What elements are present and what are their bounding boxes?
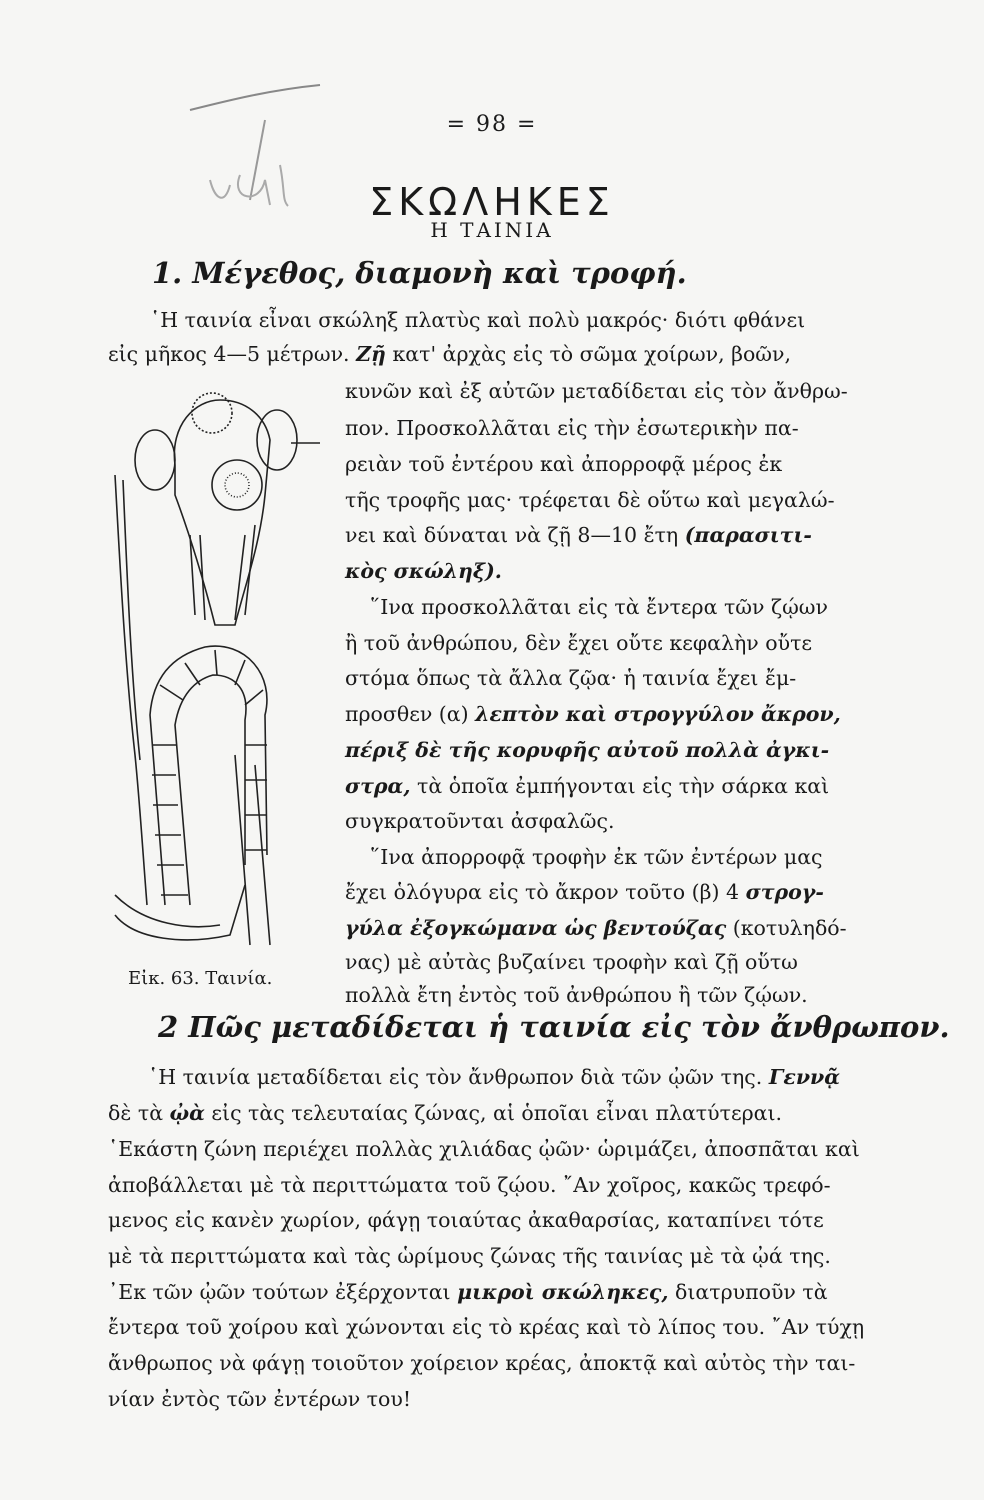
chapter-subtitle: Η ΤΑΙΝΙΑ: [430, 218, 554, 242]
text-line: νίαν ἐντὸς τῶν ἐντέρων του!: [108, 1387, 412, 1411]
text-line: κὸς σκώληξ).: [345, 559, 502, 583]
text-line: δὲ τὰ ᾠὰ εἰς τὰς τελευταίας ζώνας, αἱ ὁποῖαι εἶναι πλατύτεραι.: [108, 1101, 783, 1125]
text-line: ἢ τοῦ ἀνθρώπου, δὲν ἔχει οὔτε κεφαλὴν οὔτε: [345, 631, 813, 655]
section-1-heading: 1. Μέγεθος, διαμονὴ καὶ τροφή.: [152, 256, 687, 290]
text-line: τῆς τροφῆς μας· τρέφεται δὲ οὕτω καὶ μεγαλώ-: [345, 488, 835, 512]
section-2-heading: 2 Πῶς μεταδίδεται ἡ ταινία εἰς τὸν ἄνθρωπον.: [158, 1010, 950, 1044]
text-line: νας) μὲ αὐτὰς βυζαίνει τροφὴν καὶ ζῇ οὕτω: [345, 950, 798, 974]
text-line: νει καὶ δύναται νὰ ζῇ 8—10 ἔτη (παρασιτι-: [345, 523, 812, 547]
text-line: κυνῶν καὶ ἐξ αὐτῶν μεταδίδεται εἰς τὸν ἄνθρω-: [345, 379, 848, 403]
text-line: στόμα ὅπως τὰ ἄλλα ζῷα· ἡ ταινία ἔχει ἔμ-: [345, 666, 797, 690]
text-line: πολλὰ ἔτη ἐντὸς τοῦ ἀνθρώπου ἢ τῶν ζῴων.: [345, 983, 808, 1007]
text-line: ἔντερα τοῦ χοίρου καὶ χώνονται εἰς τὸ κρέας καὶ τὸ λίπος του. ῎Αν τύχῃ: [108, 1315, 865, 1339]
text-line: συγκρατοῦνται ἀσφαλῶς.: [345, 809, 615, 833]
text-line: ῾Η ταινία μεταδίδεται εἰς τὸν ἄνθρωπον διὰ τῶν ᾠῶν της. Γεννᾷ: [148, 1065, 841, 1089]
text-line: ᾿Εκ τῶν ᾠῶν τούτων ἐξέρχονται μικροὶ σκώληκες, διατρυποῦν τὰ: [108, 1280, 828, 1304]
text-line: πον. Προσκολλᾶται εἰς τὴν ἐσωτερικὴν πα-: [345, 416, 799, 440]
text-line: γύλα ἐξογκώμανα ὡς βεντούζας (κοτυληδό-: [345, 916, 847, 940]
text-line: ἄνθρωπος νὰ φάγῃ τοιοῦτον χοίρειον κρέας, ἀποκτᾷ καὶ αὐτὸς τὴν ται-: [108, 1351, 856, 1375]
figure-caption: Εἰκ. 63. Ταινία.: [128, 968, 273, 989]
text-line: πέριξ δὲ τῆς κορυφῆς αὐτοῦ πολλὰ ἀγκι-: [345, 738, 830, 762]
chapter-title: ΣΚΩΛΗΚΕΣ: [369, 180, 615, 224]
page-number: = 98 =: [446, 112, 538, 137]
text-line: στρα, τὰ ὁποῖα ἐμπήγονται εἰς τὴν σάρκα καὶ: [345, 774, 830, 798]
text-line: ῾Η ταινία εἶναι σκώληξ πλατὺς καὶ πολὺ μακρός· διότι φθάνει: [150, 308, 806, 332]
text-line: μενος εἰς κανὲν χωρίον, φάγῃ τοιαύτας ἀκαθαρσίας, καταπίνει τότε: [108, 1208, 824, 1232]
text-line: ῞Ινα ἀπορροφᾷ τροφὴν ἐκ τῶν ἐντέρων μας: [370, 845, 823, 869]
tapeworm-illustration: [95, 385, 330, 960]
text-line: ῾Εκάστη ζώνη περιέχει πολλὰς χιλιάδας ᾠῶν· ὡριμάζει, ἀποσπᾶται καὶ: [108, 1137, 860, 1161]
text-line: προσθεν (α) λεπτὸν καὶ στρογγύλον ἄκρον,: [345, 702, 841, 726]
text-line: ῞Ινα προσκολλᾶται εἰς τὰ ἔντερα τῶν ζῴων: [370, 595, 828, 619]
text-line: μὲ τὰ περιττώματα καὶ τὰς ὡρίμους ζώνας τῆς ταινίας μὲ τὰ ᾠά της.: [108, 1244, 831, 1268]
text-line: εἰς μῆκος 4—5 μέτρων. Ζῇ κατ' ἀρχὰς εἰς τὸ σῶμα χοίρων, βοῶν,: [108, 342, 791, 366]
text-line: ἀποβάλλεται μὲ τὰ περιττώματα τοῦ ζῴου. ῎Αν χοῖρος, κακῶς τρεφό-: [108, 1173, 831, 1197]
text-line: ἔχει ὁλόγυρα εἰς τὸ ἄκρον τοῦτο (β) 4 στρογ-: [345, 880, 824, 904]
text-line: ρειὰν τοῦ ἐντέρου καὶ ἀπορροφᾷ μέρος ἐκ: [345, 452, 783, 476]
